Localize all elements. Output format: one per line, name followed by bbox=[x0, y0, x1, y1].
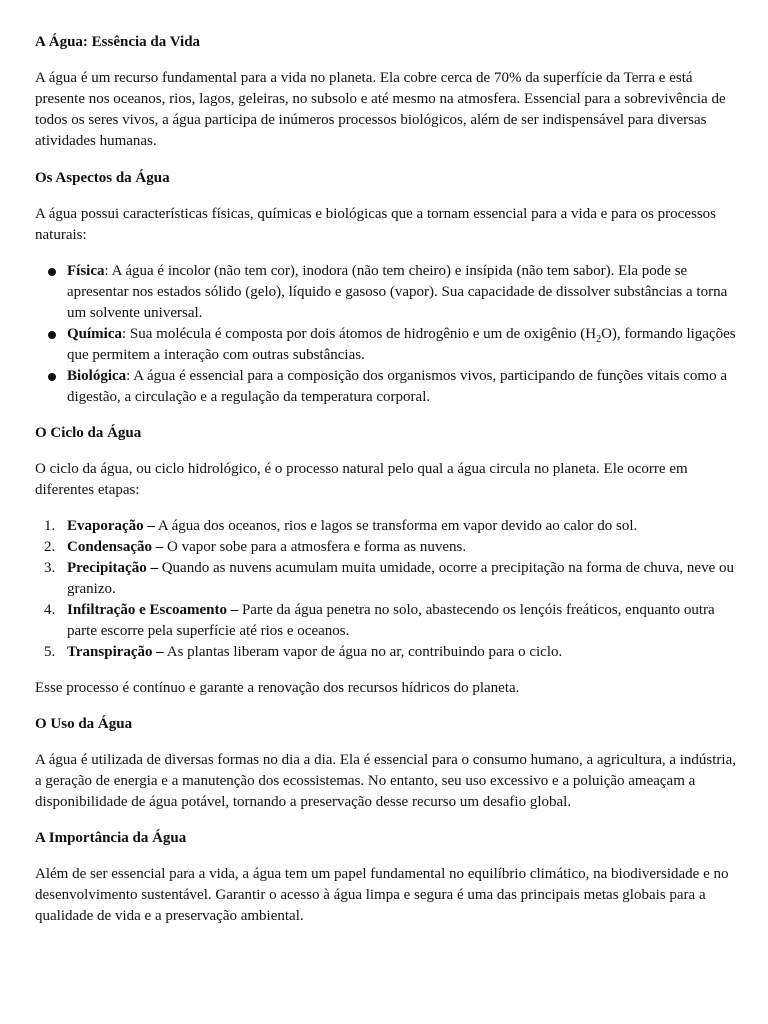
intro-paragraph: A água é um recurso fundamental para a vida no planeta. Ela cobre cerca de 70% da superfície da Terra e está presente nos oceanos, rios, lagos, geleiras, no subsolo e até mesmo na atmosfera. Essencial para a sobrevivência de todos os seres vivos, a água participa de inúmeros processos biológicos, além de ser indispensável para diversas atividades humanas. bbox=[35, 70, 726, 149]
aspect-item-biologica bbox=[67, 366, 738, 408]
step-number: 5. bbox=[44, 644, 56, 660]
cycle-intro-paragraph: O ciclo da água, ou ciclo hidrológico, é o processo natural pelo qual a água circula no planeta. Ele ocorre em diferentes etapas: bbox=[35, 461, 688, 498]
step-number: 2. bbox=[44, 539, 56, 555]
cycle-step bbox=[44, 537, 738, 558]
step-number: 1. bbox=[44, 518, 56, 534]
step-term: Transpiração – bbox=[67, 644, 164, 660]
step-text: Parte da água penetra no solo, abastecendo os lençóis freáticos, enquanto outra parte escorre pela superfície até rios e oceanos. bbox=[67, 602, 715, 639]
aspect-term: Biológica bbox=[67, 368, 127, 384]
cycle-step bbox=[44, 516, 738, 537]
aspect-text-continued: O), formando ligações que permitem a interação com outras substâncias. bbox=[67, 326, 736, 363]
cycle-step bbox=[44, 600, 738, 642]
aspects-list bbox=[35, 261, 738, 408]
aspect-item-quimica bbox=[67, 324, 738, 366]
aspect-text: : A água é essencial para a composição dos organismos vivos, participando de funções vitais como a digestão, a circulação e a regulação da temperatura corporal. bbox=[67, 368, 727, 405]
cycle-step bbox=[44, 558, 738, 600]
step-number: 3. bbox=[44, 560, 56, 576]
step-term: Evaporação – bbox=[67, 518, 155, 534]
aspect-item-fisica bbox=[67, 261, 738, 324]
section-heading-cycle: O Ciclo da Água bbox=[35, 425, 142, 441]
cycle-steps-list bbox=[35, 516, 738, 663]
step-text: As plantas liberam vapor de água no ar, contribuindo para o ciclo. bbox=[163, 644, 563, 660]
aspect-term: Física bbox=[67, 263, 105, 279]
document-title: A Água: Essência da Vida bbox=[35, 34, 201, 50]
section-heading-importance: A Importância da Água bbox=[35, 830, 187, 846]
aspect-term: Química bbox=[67, 326, 122, 342]
section-heading-usage: O Uso da Água bbox=[35, 716, 133, 732]
aspects-intro-paragraph: A água possui características físicas, químicas e biológicas que a tornam essencial para a vida e para os processos naturais: bbox=[35, 206, 717, 243]
cycle-step bbox=[44, 642, 738, 663]
importance-paragraph: Além de ser essencial para a vida, a água tem um papel fundamental no equilíbrio climático, na biodiversidade e no desenvolvimento sustentável. Garantir o acesso à água limpa e segura é uma das principais metas globais para a qualidade de vida e a preservação ambiental. bbox=[35, 866, 729, 924]
step-text: O vapor sobe para a atmosfera e forma as nuvens. bbox=[163, 539, 467, 555]
step-term: Precipitação – bbox=[67, 560, 158, 576]
step-text: Quando as nuvens acumulam muita umidade, ocorre a precipitação na forma de chuva, neve ou granizo. bbox=[67, 560, 734, 597]
step-number: 4. bbox=[44, 602, 56, 618]
usage-paragraph: A água é utilizada de diversas formas no dia a dia. Ela é essencial para o consumo humano, a agricultura, a indústria, a geração de energia e a manutenção dos ecossistemas. No entanto, seu uso excessivo e a poluição ameaçam a disponibilidade de água potável, tornando a preservação desse recurso um desafio global. bbox=[35, 752, 737, 810]
cycle-outro-paragraph: Esse processo é contínuo e garante a renovação dos recursos hídricos do planeta. bbox=[35, 680, 520, 696]
step-term: Infiltração e Escoamento – bbox=[67, 602, 239, 618]
step-text: A água dos oceanos, rios e lagos se transforma em vapor devido ao calor do sol. bbox=[154, 518, 638, 534]
step-term: Condensação – bbox=[67, 539, 164, 555]
section-heading-aspects: Os Aspectos da Água bbox=[35, 170, 170, 186]
aspect-text: : Sua molécula é composta por dois átomos de hidrogênio e um de oxigênio (H bbox=[122, 326, 597, 342]
subscript-two: 2 bbox=[596, 334, 602, 345]
aspect-text: : A água é incolor (não tem cor), inodora (não tem cheiro) e insípida (não tem sabor). Ela pode se apresentar nos estados sólido (gelo), líquido e gasoso (vapor). Sua capacidade de dissolver substâncias a torna um solvente universal. bbox=[67, 263, 728, 321]
